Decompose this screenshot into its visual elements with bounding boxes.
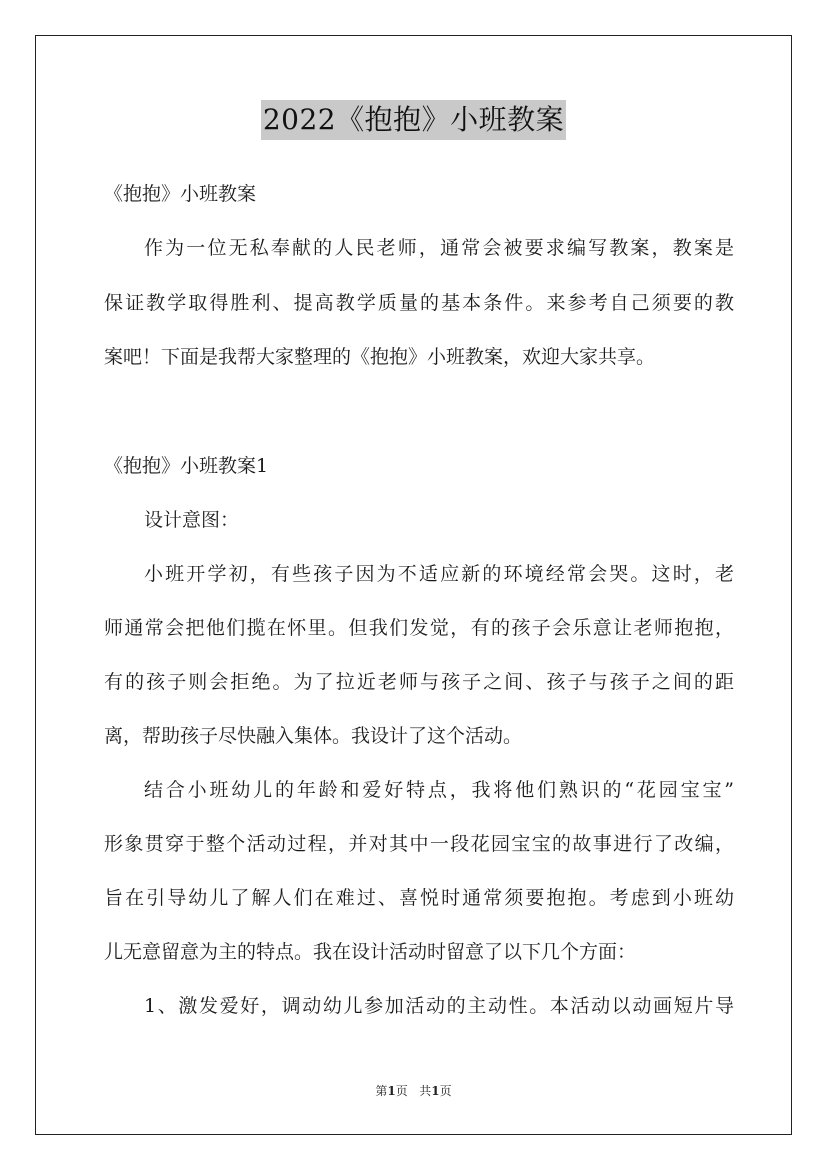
paragraph-line: 师通常会把他们揽在怀里。但我们发觉，有的孩子会乐意让老师抱抱， [104, 617, 734, 639]
total-pages: 1 [431, 1084, 440, 1098]
total-suffix: 页 [439, 1084, 452, 1098]
paragraph-line: 保证教学取得胜利、提高教学质量的基本条件。来参考自己须要的教 [104, 292, 734, 314]
paragraph-line: 1、激发爱好，调动幼儿参加活动的主动性。本活动以动画短片导 [144, 995, 734, 1017]
paragraph-line: 小班开学初，有些孩子因为不适应新的环境经常会哭。这时，老 [144, 563, 734, 585]
section-heading: 《抱抱》小班教案1 [104, 455, 269, 477]
page-number: 1 [387, 1084, 396, 1098]
page-footer [0, 1082, 827, 1099]
total-prefix: 共 [419, 1084, 432, 1098]
paragraph-line: 案吧！下面是我帮大家整理的《抱抱》小班教案，欢迎大家共享。 [104, 346, 656, 368]
paragraph-line: 离，帮助孩子尽快融入集体。我设计了这个活动。 [104, 725, 523, 747]
paragraph-line: 有的孩子则会拒绝。为了拉近老师与孩子之间、孩子与孩子之间的距 [104, 671, 734, 693]
page-suffix: 页 [395, 1084, 408, 1098]
paragraph-line: 旨在引导幼儿了解人们在难过、喜悦时通常须要抱抱。考虑到小班幼 [104, 887, 734, 909]
page-prefix: 第 [375, 1084, 388, 1098]
document-title: 2022《抱抱》小班教案 [261, 100, 566, 140]
paragraph-line: 儿无意留意为主的特点。我在设计活动时留意了以下几个方面： [104, 941, 637, 963]
paragraph-line: 作为一位无私奉献的人民老师，通常会被要求编写教案，教案是 [144, 237, 734, 259]
section-heading: 《抱抱》小班教案 [104, 183, 257, 205]
paragraph-line: 结合小班幼儿的年龄和爱好特点，我将他们熟识的“花园宝宝” [144, 779, 734, 801]
paragraph-line: 形象贯穿于整个活动过程，并对其中一段花园宝宝的故事进行了改编， [104, 833, 734, 855]
subheading: 设计意图： [144, 509, 240, 531]
title-container [0, 100, 827, 140]
